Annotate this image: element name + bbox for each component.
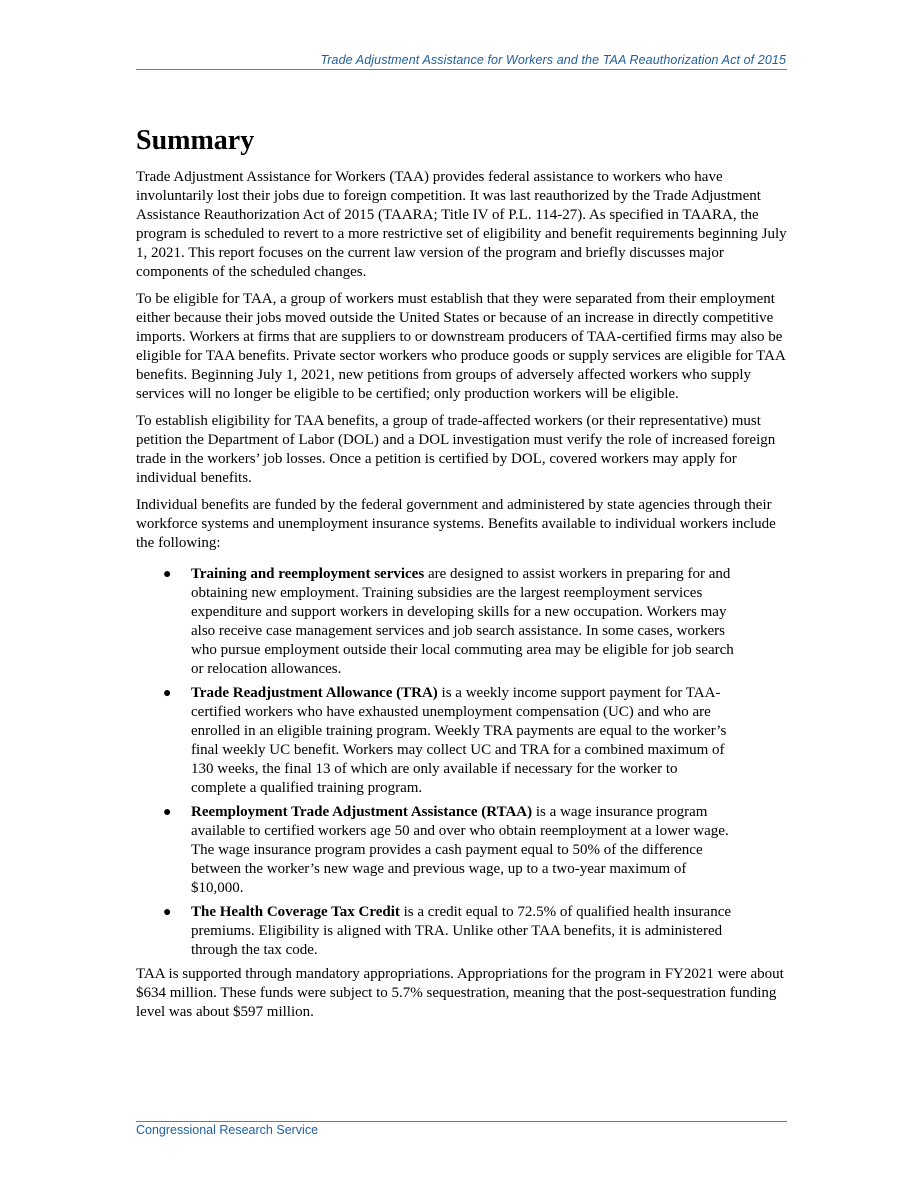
- section-heading: Summary: [136, 125, 255, 156]
- list-item: [136, 903, 736, 960]
- footer-label: Congressional Research Service: [136, 1123, 319, 1137]
- paragraph-eligibility: To be eligible for TAA, a group of workers must establish that they were separated from their employment either because their jobs moved outside the United States or because of an increase in directly competitive imports. Workers at firms that are suppliers to or downstream producers of TAA-certified firms may also be eligible for TAA benefits. Private sector workers who produce goods or supply services are eligible for TAA benefits. Beginning July 1, 2021, new petitions from groups of adversely affected workers who supply services will no longer be eligible to be certified; only production workers will be eligible.: [136, 291, 785, 402]
- list-item-term: The Health Coverage Tax Credit: [191, 904, 400, 920]
- list-item: [136, 565, 736, 679]
- paragraph-petition: To establish eligibility for TAA benefits, a group of trade-affected workers (or their representative) must petition the Department of Labor (DOL) and a DOL investigation must verify the role of increased foreign trade in the workers’ job losses. Once a petition is certified by DOL, covered workers may apply for individual benefits.: [136, 413, 776, 486]
- list-item-term: Reemployment Trade Adjustment Assistance (RTAA): [191, 804, 533, 820]
- paragraph-benefits-intro: Individual benefits are funded by the federal government and administered by state agencies through their workforce systems and unemployment insurance systems. Benefits available to individual workers include the following:: [136, 497, 776, 551]
- list-item: [136, 684, 736, 798]
- footer-divider: [136, 1121, 787, 1122]
- bullet-icon: ●: [163, 686, 172, 701]
- paragraph-appropriations: TAA is supported through mandatory appropriations. Appropriations for the program in FY2021 were about $634 million. These funds were subject to 5.7% sequestration, meaning that the post-sequestration funding level was about $597 million.: [136, 966, 784, 1020]
- list-item-text: are designed to assist workers in preparing for and obtaining new employment. Training subsidies are the largest reemployment services expenditure and support workers in developing skills for a new occupation. Workers may also receive case management services and job search assistance. In some cases, workers who pursue employment outside their local commuting area may be eligible for job search or relocation allowances.: [191, 566, 734, 677]
- bullet-icon: ●: [163, 567, 172, 582]
- list-item-text: is a wage insurance program available to certified workers age 50 and over who obtain reemployment at a lower wage. The wage insurance program provides a cash payment equal to 50% of the difference between the worker’s new wage and previous wage, up to a two-year maximum of $10,000.: [191, 804, 729, 896]
- benefits-list: [136, 565, 789, 960]
- list-item: [136, 803, 736, 898]
- list-item-text: is a credit equal to 72.5% of qualified health insurance premiums. Eligibility is aligned with TRA. Unlike other TAA benefits, it is administered through the tax code.: [191, 904, 732, 958]
- list-item-text: is a weekly income support payment for TAA-certified workers who have exhausted unemployment compensation (UC) and who are enrolled in an eligible training program. Weekly TRA payments are equal to the worker’s final weekly UC benefit. Workers may collect UC and TRA for a combined maximum of 130 weeks, the final 13 of which are only available if necessary for the worker to complete a qualified training program.: [191, 685, 727, 796]
- header-divider: [136, 69, 787, 70]
- bullet-icon: ●: [163, 905, 172, 920]
- running-header: Trade Adjustment Assistance for Workers and the TAA Reauthorization Act of 2015: [320, 53, 786, 67]
- bullet-icon: ●: [163, 805, 172, 820]
- list-item-term: Trade Readjustment Allowance (TRA): [191, 685, 438, 701]
- paragraph-intro: Trade Adjustment Assistance for Workers (TAA) provides federal assistance to workers who have involuntarily lost their jobs due to foreign competition. It was last reauthorized by the Trade Adjustment Assistance Reauthorization Act of 2015 (TAARA; Title IV of P.L. 114-27). As specified in TAARA, the program is scheduled to revert to a more restrictive set of eligibility and benefit requirements beginning July 1, 2021. This report focuses on the current law version of the program and briefly discusses major components of the scheduled changes.: [136, 169, 787, 280]
- page-content: [136, 124, 789, 1030]
- list-item-term: Training and reemployment services: [191, 566, 425, 582]
